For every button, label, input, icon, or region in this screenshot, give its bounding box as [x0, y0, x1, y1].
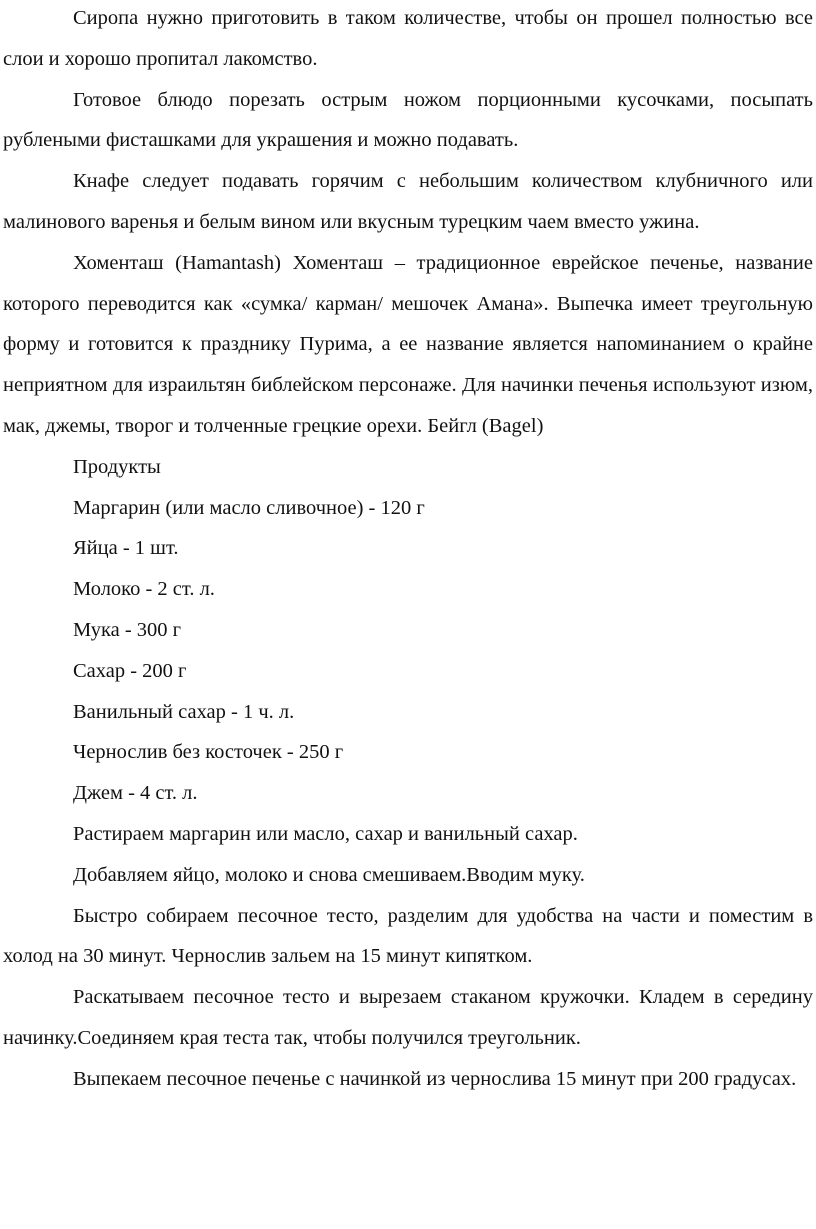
paragraph-knafe-serving: Кнафе следует подавать горячим с небольшим количеством клубничного или малинового варенья и белым вином или вкусным турецким чаем вместо ужина. [3, 170, 813, 233]
ingredient-item: Джем - 4 ст. л. [73, 782, 198, 805]
ingredient-item: Сахар - 200 г [73, 659, 187, 682]
step-paragraph: Растираем маргарин или масло, сахар и ванильный сахар. [73, 822, 578, 845]
ingredient-item: Чернослив без косточек - 250 г [73, 741, 344, 764]
paragraph-syrup: Сиропа нужно приготовить в таком количестве, чтобы он прошел полностью все слои и хорошо пропитал лакомство. [3, 7, 813, 70]
ingredient-item: Маргарин (или масло сливочное) - 120 г [73, 496, 425, 519]
ingredient-item: Мука - 300 г [73, 618, 182, 641]
paragraph-serving-cut: Готовое блюдо порезать острым ножом порционными кусочками, посыпать рублеными фисташками для украшения и можно подавать. [3, 88, 813, 152]
ingredient-item: Яйца - 1 шт. [73, 537, 179, 560]
paragraph-hamantash: Хоменташ (Hamantash) Хоменташ – традиционное еврейское печенье, название которого переводится как «сумка/ карман/ мешочек Амана». Выпечка имеет треугольную форму и готовится к празднику Пурима, а ее название является напоминанием о крайне неприятном для израильтян библейском персонаже. Для начинки печенья используют изюм, мак, джемы, творог и толченные грецкие орехи. Бейгл (Bagel) [3, 251, 813, 437]
ingredient-item: Ванильный сахар - 1 ч. л. [73, 700, 295, 723]
ingredients-heading: Продукты [73, 455, 161, 478]
step-paragraph: Добавляем яйцо, молоко и снова смешиваем.Вводим муку. [73, 863, 585, 886]
step-paragraph: Быстро собираем песочное тесто, разделим для удобства на части и поместим в холод на 30 минут. Чернослив зальем на 15 минут кипятком. [3, 904, 813, 968]
ingredient-item: Молоко - 2 ст. л. [73, 578, 215, 601]
step-paragraph: Раскатываем песочное тесто и вырезаем стаканом кружочки. Кладем в середину начинку.Соединяем края теста так, чтобы получился треугольник. [3, 986, 813, 1049]
step-paragraph: Выпекаем песочное печенье с начинкой из чернослива 15 минут при 200 градусах. [73, 1067, 797, 1090]
